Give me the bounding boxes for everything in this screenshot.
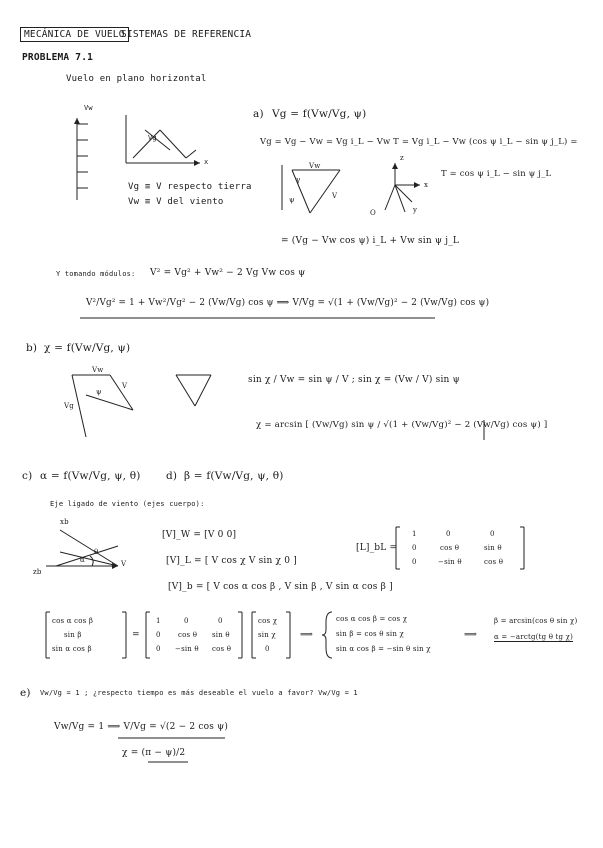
part-c-eq2: [V]_L = [ V cos χ V sin χ 0 ] [166,556,297,566]
result-alpha: α = −arctg(tg θ tg χ) [494,633,574,641]
part-c-eq1: [V]_W = [V 0 0] [162,530,237,540]
implies-arrow: ⟹ [300,630,314,640]
part-a-axes-o: O [370,209,376,217]
matrix-r0-c1: 0 [446,530,451,538]
part-e-label: e) [20,687,31,699]
part-a-triangle-psi: ψ [289,196,295,204]
part-a-triangle-v: V [332,192,338,200]
result-beta: β = arcsin(cos θ sin χ) [494,617,578,625]
expanded-row-0: cos α cos β = cos χ [336,615,408,623]
diagram1-label-vg: Vg [148,134,157,142]
part-a-t-def: T = cos ψ i_L − sin ψ j_L [441,168,552,178]
part-d-heading: β = f(Vw/Vg, ψ, θ) [184,470,284,482]
part-a-triangle-gamma: γ [296,176,301,184]
part-c-heading: α = f(Vw/Vg, ψ, θ) [40,470,141,482]
product-r0-c0: 1 [156,617,161,625]
part-a-eq1: Vg = Vg − Vw = Vg i_L − Vw T = Vg i_L − Vw (cos ψ i_L − sin ψ j_L) = [260,136,578,146]
expanded-row-2: sin α cos β = −sin θ sin χ [336,645,431,653]
expanded-row-1: sin β = cos θ sin χ [336,630,404,638]
lhs-row-1: sin β [64,631,82,639]
part-c-label-zb: zb [33,568,42,576]
part-c-label-xb: xb [60,518,69,526]
part-c-label: c) [22,470,33,482]
matrix-r2-c0: 0 [412,558,417,566]
lhs-row-0: cos α cos β [52,617,94,625]
matrix-r1-c1: cos θ [440,544,460,552]
diagram1-label-x: x [204,158,209,166]
product-r2-c2: cos θ [212,645,232,653]
product-r1-c2: sin θ [212,631,230,639]
part-a-heading: Vg = f(Vw/Vg, ψ) [272,108,367,120]
part-a-axes-x: x [424,181,429,189]
part-a-eq2: = (Vg − Vw cos ψ) i_L + Vw sin ψ j_L [281,236,460,246]
part-b-label-vw: Vw [92,366,104,374]
product-r2-c1: −sin θ [175,645,199,653]
product-r0-c1: 0 [184,617,189,625]
product-r2-c0: 0 [156,645,161,653]
part-c-label-theta: θ [94,548,99,556]
rhs-row-1: sin χ [258,631,276,639]
part-c-intro: Eje ligado de viento (ejes cuerpo): [50,500,205,508]
part-e-text: Vw/Vg = 1 ; ¿respecto tiempo es más deseable el vuelo a favor? Vw/Vg = 1 [40,689,358,697]
part-b-heading: χ = f(Vw/Vg, ψ) [44,342,131,354]
part-e-eq1: Vw/Vg = 1 ⟹ V/Vg = √(2 − 2 cos ψ) [54,722,229,732]
part-e-eq2: χ = (π − ψ)/2 [122,748,186,758]
part-c-eq3: [V]_b = [ V cos α cos β , V sin β , V sin α cos β ] [168,582,393,592]
product-r1-c0: 0 [156,631,161,639]
matrix-r1-c0: 0 [412,544,417,552]
part-a-label: a) [253,108,264,120]
part-c-label-alpha: α [80,556,85,564]
matrix-r2-c2: cos θ [484,558,504,566]
lhs-row-2: sin α cos β [52,645,92,653]
diagram1-label-vw: Vw [84,104,93,112]
diagram1-note-1: Vg ≡ V respecto tierra [128,182,252,192]
topic-title: SISTEMAS DE REFERENCIA [121,29,252,40]
matrix-r2-c1: −sin θ [438,558,462,566]
part-a-triangle-vw: Vw [309,162,321,170]
part-a-axes-y: y [413,206,418,214]
subject-box: MECÁNICA DE VUELO [20,27,129,42]
matrix-r1-c2: sin θ [484,544,502,552]
problem-title: PROBLEMA 7.1 [22,52,94,63]
part-b-result: χ = arcsin [ (Vw/Vg) sin ψ / √(1 + (Vw/Vg)² − 2 (Vw/Vg) cos ψ) ] [256,420,548,430]
part-a-moduli-label: Y tomando módulos: [56,270,136,278]
rhs-row-0: cos χ [258,617,278,625]
intro-text: Vuelo en plano horizontal [66,74,207,84]
equals-sign: = [132,630,140,640]
part-b-sine-law: sin χ / Vw = sin ψ / V ; sin χ = (Vw / V) sin ψ [248,375,460,385]
matrix-r0-c2: 0 [490,530,495,538]
rhs-row-2: 0 [265,645,270,653]
part-a-moduli-eq: V² = Vg² + Vw² − 2 Vg Vw cos ψ [150,268,306,278]
part-b-label-psi: ψ [96,388,102,396]
part-d-label: d) [166,470,178,482]
part-b-label-v: V [122,382,128,390]
part-c-label-v: V [121,560,127,568]
part-b-label: b) [26,342,38,354]
part-a-ratio-eq: V²/Vg² = 1 + Vw²/Vg² − 2 (Vw/Vg) cos ψ ⟹ V/Vg = √(1 + (Vw/Vg)² − 2 (Vw/Vg) cos ψ) [86,298,490,308]
product-r0-c2: 0 [218,617,223,625]
product-r1-c1: cos θ [178,631,198,639]
matrix-r0-c0: 1 [412,530,417,538]
implies-arrow-2: ⟹ [464,630,478,640]
part-a-axes-z: z [400,154,404,162]
diagram1-note-2: Vw ≡ V del viento [128,197,224,207]
part-b-label-vg: Vg [64,402,74,410]
matrix-label: [L]_bL = [356,543,398,553]
